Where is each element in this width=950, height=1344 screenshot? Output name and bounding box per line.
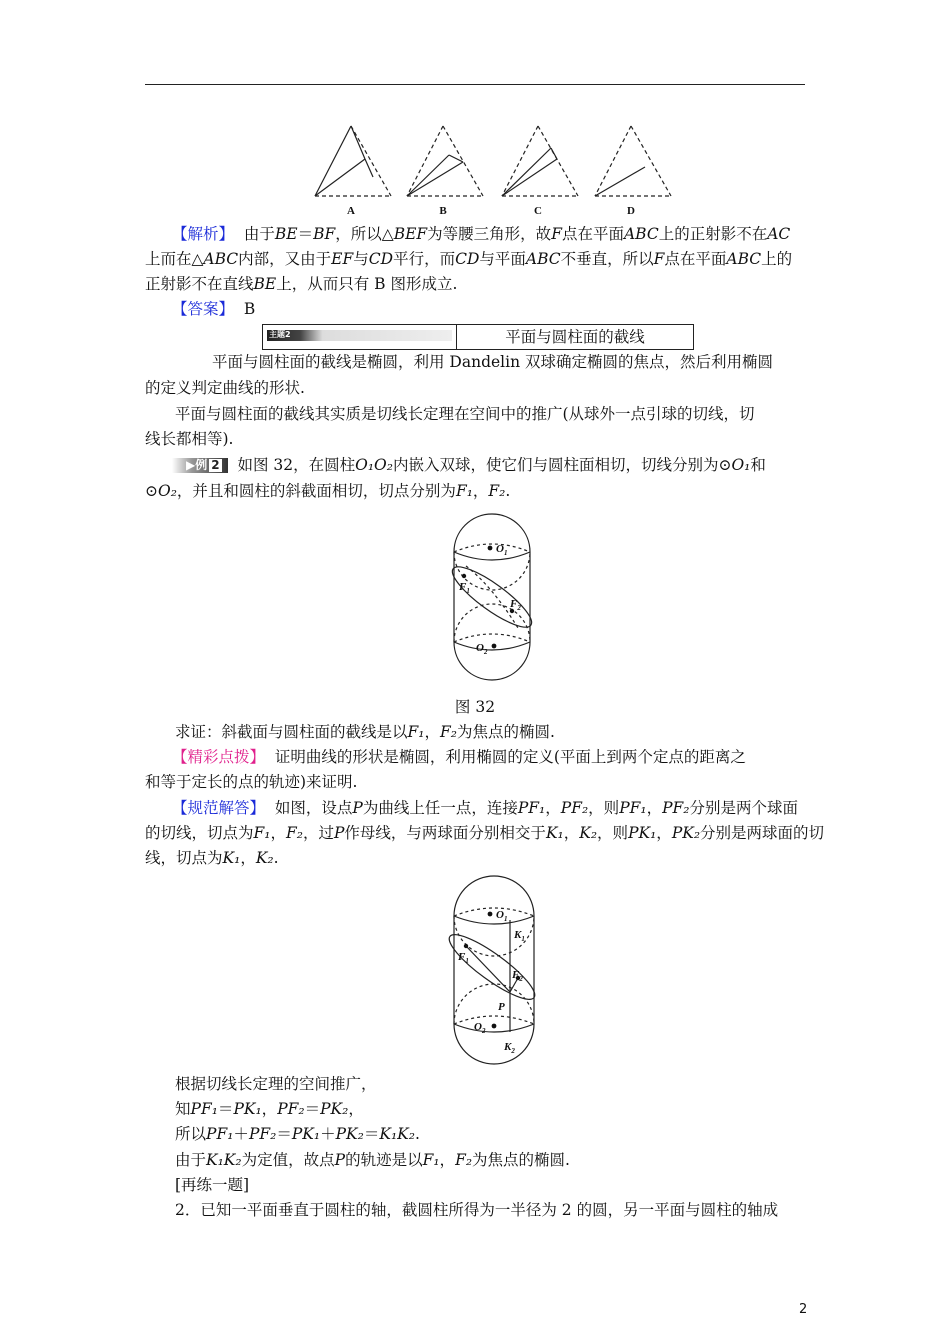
example-line-1: ▶例 2 如图 32，在圆柱O₁O₂内嵌入双球，使它们与圆柱面相切，切线分别为⊙O₁和 bbox=[172, 455, 832, 475]
sol-label-k1: K bbox=[514, 929, 522, 941]
triangle-d bbox=[595, 126, 671, 196]
analysis-line-3: 正射影不在直线BE上，从而只有 B 图形成立. bbox=[145, 275, 458, 293]
figure-32-cylinder bbox=[448, 508, 536, 686]
conclusion-line-1: 根据切线长定理的空间推广， bbox=[175, 1075, 377, 1093]
analysis-line-2: 上而在△ABC内部，又由于EF与CD平行，而CD与平面ABC不垂直，所以F点在平面ABC上的 bbox=[145, 250, 793, 268]
intro-p2-line-2: 线长都相等). bbox=[145, 430, 234, 448]
page-number: 2 bbox=[799, 1302, 808, 1317]
example-line-2: ⊙O₂，并且和圆柱的斜截面相切，切点分别为F₁，F₂. bbox=[145, 482, 511, 500]
triangle-options-figure bbox=[305, 122, 700, 220]
svg-text:O2: $O_2$ bbox=[476, 642, 488, 656]
fig32-label-o2: O bbox=[476, 642, 484, 654]
conclusion-line-3: 所以PF₁＋PF₂＝PK₁＋PK₂＝K₁K₂. bbox=[175, 1125, 420, 1143]
label-d: D bbox=[627, 205, 635, 217]
svg-text:K1: $K_1$ bbox=[514, 929, 525, 943]
example-badge: ▶例 2 bbox=[172, 458, 228, 473]
topic-header bbox=[262, 324, 694, 350]
sol-label-o2: O bbox=[474, 1021, 482, 1033]
solution-line-1: 【规范解答】 如图，设点P为曲线上任一点，连接PF₁，PF₂，则PF₁，PF₂分别是两个球面 bbox=[172, 799, 799, 817]
conclusion-line-4: 由于K₁K₂为定值，故点P的轨迹是以F₁，F₂为焦点的椭圆. bbox=[175, 1151, 570, 1169]
sol-label-f2: F bbox=[512, 969, 520, 981]
hint-line-1: 【精彩点拨】 证明曲线的形状是椭圆，利用椭圆的定义(平面上到两个定点的距离之 bbox=[172, 748, 746, 766]
label-b: B bbox=[439, 205, 447, 217]
svg-text:O1: $O_1$ bbox=[496, 543, 508, 557]
solution-cylinder-figure bbox=[448, 874, 540, 1068]
figure-32-caption: 图 32 bbox=[454, 698, 496, 716]
sol-label-p: P bbox=[498, 1001, 505, 1013]
intro-p2-line-1: 平面与圆柱面的截线其实质是切线长定理在空间中的推广(从球外一点引球的切线，切 bbox=[175, 405, 755, 423]
svg-text:F2: $F_2$ bbox=[512, 969, 523, 983]
topic-title: 平面与圆柱面的截线 bbox=[505, 328, 645, 346]
intro-p1-line-1: 平面与圆柱面的截线是椭圆，利用 Dandelin 双球确定椭圆的焦点，然后利用椭圆 bbox=[212, 353, 773, 371]
fig32-label-f1: F bbox=[459, 581, 467, 593]
prove-line: 求证：斜截面与圆柱面的截线是以F₁，F₂为焦点的椭圆. bbox=[175, 723, 555, 741]
triangle-a bbox=[315, 126, 391, 196]
practice-heading: [再练一题] bbox=[175, 1176, 250, 1194]
intro-p1-line-2: 的定义判定曲线的形状. bbox=[145, 379, 305, 397]
conclusion-line-2: 知PF₁＝PK₁，PF₂＝PK₂， bbox=[175, 1100, 364, 1118]
svg-text:O1: $O_1$ bbox=[496, 909, 508, 923]
triangle-c bbox=[502, 126, 578, 196]
answer-tag: 【答案】 bbox=[172, 300, 235, 318]
sol-label-f1: F bbox=[458, 951, 466, 963]
answer-line bbox=[172, 299, 832, 319]
triangle-b bbox=[407, 126, 483, 196]
sol-label-k2: K bbox=[504, 1041, 512, 1053]
solution-line-3: 线，切点为K₁，K₂. bbox=[145, 849, 279, 867]
svg-text:F1: $F_1$ bbox=[458, 951, 469, 965]
practice-question-2: 2．已知一平面垂直于圆柱的轴，截圆柱所得为一半径为 2 的圆，另一平面与圆柱的轴成 bbox=[175, 1201, 779, 1219]
solution-tag: 【规范解答】 bbox=[172, 799, 266, 817]
header-rule bbox=[145, 84, 805, 85]
fig32-label-o1: O bbox=[496, 543, 504, 555]
analysis-line-1: 【解析】 由于BE＝BF，所以△BEF为等腰三角形，故F点在平面ABC上的正射影不在AC bbox=[172, 225, 791, 243]
topic-badge: 主题2 bbox=[269, 330, 291, 339]
sol-label-o1: O bbox=[496, 909, 504, 921]
svg-text:F1: $F_1$ bbox=[459, 581, 470, 595]
label-c: C bbox=[534, 205, 542, 217]
svg-text:F2: $F_2$ bbox=[510, 598, 521, 612]
svg-text:O2: $O_2$ bbox=[474, 1021, 486, 1035]
analysis-tag: 【解析】 bbox=[172, 225, 235, 243]
fig32-label-f2: F bbox=[510, 598, 518, 610]
hint-tag: 【精彩点拨】 bbox=[172, 748, 266, 766]
answer-value: B bbox=[243, 300, 256, 318]
solution-line-2: 的切线，切点为F₁，F₂，过P作母线，与两球面分别相交于K₁，K₂，则PK₁，PK₂分别是两球面的切 bbox=[145, 824, 825, 842]
svg-text:K2: $K_2$ bbox=[504, 1041, 515, 1055]
hint-line-2: 和等于定长的点的轨迹)来证明. bbox=[145, 773, 358, 791]
label-a: A bbox=[347, 205, 355, 217]
